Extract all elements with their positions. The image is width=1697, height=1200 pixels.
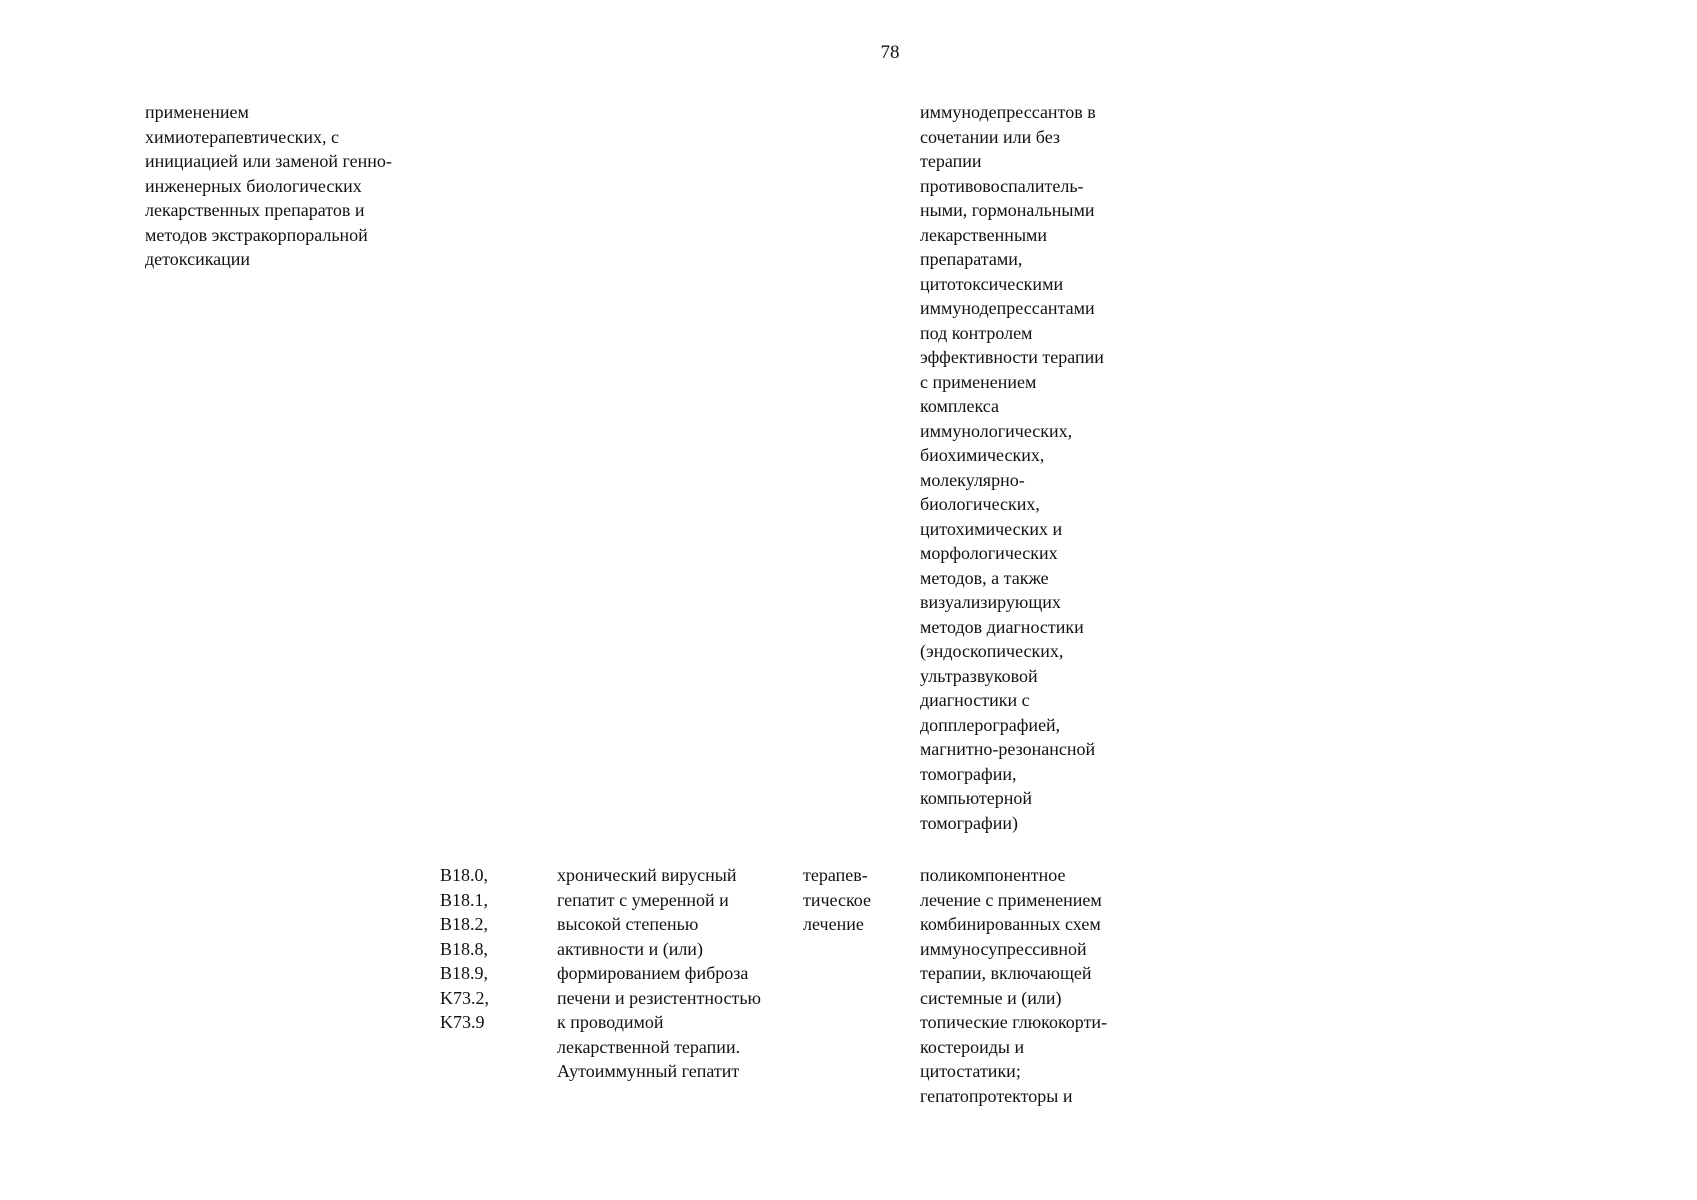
text-line: допплерографией,: [920, 714, 1061, 735]
icd-codes-cell: [440, 863, 489, 1035]
text-line: томографии): [920, 812, 1018, 833]
text-line: гепатит с умеренной и: [557, 889, 729, 910]
text-line: иммунодепрессантами: [920, 298, 1095, 318]
text-line: методов диагностики: [920, 616, 1084, 637]
text-line: цитохимических и: [920, 518, 1063, 539]
text-line: лечение: [803, 914, 864, 934]
text-line: биологических,: [920, 494, 1040, 514]
text-line: топические глюкокорти-: [920, 1012, 1108, 1032]
text-line: поликомпонентное: [920, 865, 1066, 885]
icd-code: B18.1,: [440, 889, 489, 910]
text-line: эффективности терапии: [920, 347, 1104, 367]
right-column-text: [920, 100, 1104, 835]
icd-code: B18.8,: [440, 938, 489, 959]
text-line: костероиды и: [920, 1036, 1025, 1057]
text-line: диагностики с: [920, 690, 1030, 710]
text-line: сочетании или без: [920, 126, 1061, 147]
text-line: иммунологических,: [920, 420, 1073, 441]
icd-code: B18.9,: [440, 963, 489, 983]
icd-code: B18.2,: [440, 914, 489, 934]
treatment-method-cell: [920, 863, 1107, 1108]
text-line: к проводимой: [557, 1012, 664, 1032]
page-number: 78: [880, 42, 900, 63]
text-line: методов, а также: [920, 567, 1049, 588]
text-line: формированием фиброза: [557, 963, 749, 983]
text-line: терапии, включающей: [920, 963, 1092, 983]
text-line: биохимических,: [920, 445, 1045, 465]
text-line: высокой степенью: [557, 914, 699, 934]
text-line: лечение с применением: [920, 889, 1102, 910]
text-line: визуализирующих: [920, 592, 1061, 612]
text-line: молекулярно-: [920, 469, 1025, 490]
text-line: цитотоксическими: [920, 273, 1064, 294]
text-line: иммунодепрессантов в: [920, 102, 1096, 122]
text-line: Аутоиммунный гепатит: [557, 1061, 740, 1081]
text-line: комплекса: [920, 396, 999, 416]
text-line: детоксикации: [145, 249, 251, 269]
text-line: томографии,: [920, 763, 1017, 784]
text-line: магнитно-резонансной: [920, 739, 1096, 759]
text-line: терапии: [920, 151, 982, 171]
text-line: активности и (или): [557, 938, 703, 959]
text-line: тическое: [803, 889, 872, 910]
text-line: лекарственной терапии.: [557, 1036, 741, 1057]
text-line: инженерных биологических: [145, 175, 362, 196]
text-line: лекарственными: [920, 224, 1048, 245]
text-line: методов экстракорпоральной: [145, 224, 368, 245]
text-line: компьютерной: [920, 788, 1033, 808]
left-column-text: [145, 100, 392, 272]
text-line: морфологических: [920, 543, 1058, 563]
text-line: комбинированных схем: [920, 914, 1101, 934]
diagnosis-cell: [557, 863, 761, 1084]
icd-code: B18.0,: [440, 865, 489, 885]
text-line: противовоспалитель-: [920, 175, 1084, 196]
text-line: ными, гормональными: [920, 200, 1095, 220]
text-line: лекарственных препаратов и: [145, 200, 365, 220]
text-line: печени и резистентностью: [557, 987, 762, 1008]
text-line: хронический вирусный: [557, 865, 737, 885]
text-line: системные и (или): [920, 987, 1062, 1008]
text-line: инициацией или заменой генно-: [145, 151, 392, 171]
text-line: гепатопротекторы и: [920, 1085, 1073, 1106]
text-line: ультразвуковой: [920, 665, 1038, 686]
text-line: препаратами,: [920, 249, 1023, 269]
text-line: (эндоскопических,: [920, 641, 1064, 661]
text-line: цитостатики;: [920, 1061, 1021, 1081]
treatment-type-cell: [803, 863, 871, 937]
text-line: под контролем: [920, 322, 1033, 343]
icd-code: K73.9: [440, 1012, 485, 1032]
text-line: терапев-: [803, 865, 868, 885]
text-line: химиотерапевтических, с: [145, 126, 340, 147]
text-line: применением: [145, 102, 249, 122]
text-line: иммуносупрессивной: [920, 938, 1087, 959]
icd-code: K73.2,: [440, 987, 489, 1008]
text-line: с применением: [920, 371, 1037, 392]
